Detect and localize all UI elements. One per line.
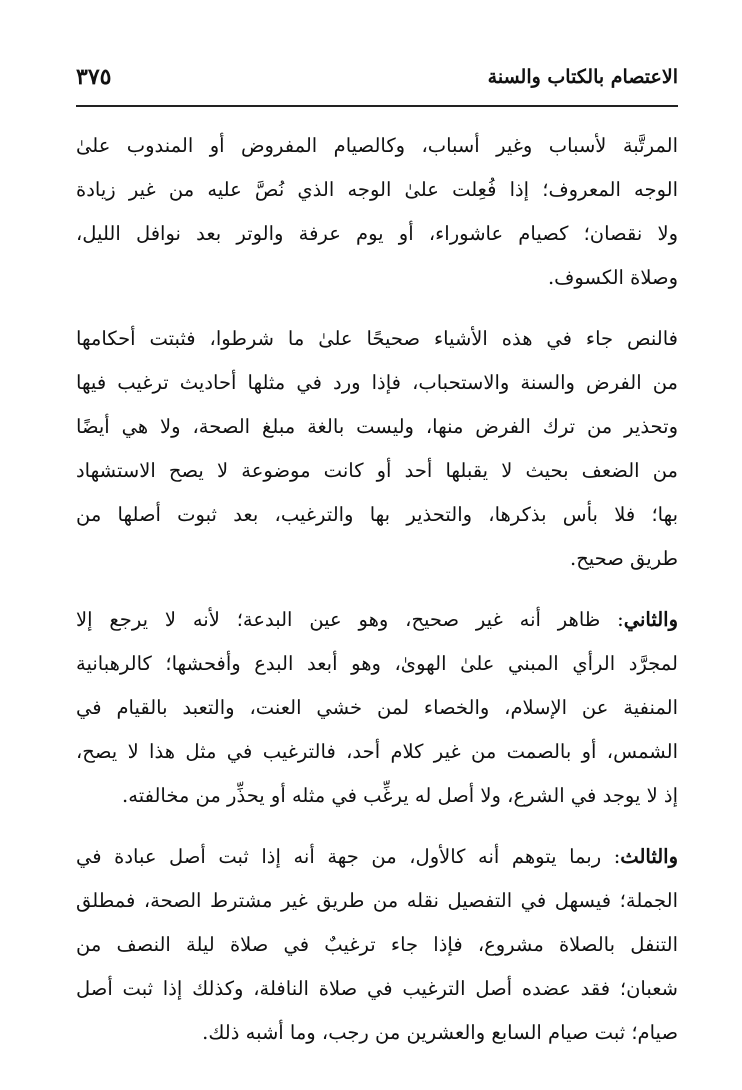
text-line: الوجه المعروف؛ إذا فُعِلت علىٰ الوجه الذي نُصَّ عليه من غير زيادة	[76, 178, 678, 201]
text-line: شعبان؛ فقد عضده أصل الترغيب في صلاة النافلة، وكذلك إذا ثبت أصل	[76, 977, 678, 1000]
text-line	[76, 598, 678, 642]
text-line: المرتَّبة لأسباب وغير أسباب، وكالصيام المفروض أو المندوب علىٰ	[76, 134, 678, 157]
text-line: من الفرض والسنة والاستحباب، فإذا ورد في مثلها أحاديث ترغيب فيها	[76, 371, 678, 394]
paragraph	[76, 835, 678, 1055]
text-run: : ربما يتوهم أنه كالأول، من جهة أنه إذا ثبت أصل عبادة في	[76, 845, 621, 868]
text-line: فالنص جاء في هذه الأشياء صحيحًا علىٰ ما شرطوا، فثبتت أحكامها	[76, 327, 678, 350]
text-line: من الضعف بحيث لا يقبلها أحد أو كانت موضوعة لا يصح الاستشهاد	[76, 459, 678, 482]
text-line: الجملة؛ فيسهل في التفصيل نقله من طريق غير مشترط الصحة، فمطلق	[76, 889, 678, 912]
text-run: : ظاهر أنه غير صحيح، وهو عين البدعة؛ لأنه لا يرجع إلا	[76, 608, 624, 631]
text-line	[76, 835, 678, 879]
text-line: ولا نقصان؛ كصيام عاشوراء، أو يوم عرفة والوتر بعد نوافل الليل،	[76, 222, 678, 245]
paragraph	[76, 124, 678, 300]
paragraph-lead: والثالث	[620, 845, 678, 868]
running-title: الاعتصام بالكتاب والسنة	[487, 66, 678, 88]
paragraph	[76, 317, 678, 581]
paragraph-gap	[76, 300, 678, 317]
paragraph-lead: والثاني	[623, 608, 678, 631]
page-number: ٣٧٥	[76, 64, 112, 90]
text-line: بها؛ فلا بأس بذكرها، والتحذير بها والترغيب، بعد ثبوت أصلها من	[76, 503, 678, 526]
paragraph-gap	[76, 818, 678, 835]
text-line: لمجرَّد الرأي المبني علىٰ الهوىٰ، وهو أبعد البدع وأفحشها؛ كالرهبانية	[76, 652, 678, 675]
body-text	[76, 124, 678, 1055]
text-line: وصلاة الكسوف.	[547, 266, 678, 289]
header-divider	[76, 105, 678, 107]
text-line: إذ لا يوجد في الشرع، ولا أصل له يرغِّب في مثله أو يحذِّر من مخالفته.	[122, 784, 678, 807]
running-header	[76, 60, 678, 100]
paragraph	[76, 598, 678, 818]
text-line: صيام؛ ثبت صيام السابع والعشرين من رجب، وما أشبه ذلك.	[202, 1021, 678, 1044]
text-line: التنفل بالصلاة مشروع، فإذا جاء ترغيبٌ في صلاة ليلة النصف من	[76, 933, 678, 956]
paragraph-gap	[76, 581, 678, 598]
text-line: طريق صحيح.	[570, 547, 678, 570]
text-line: الشمس، أو بالصمت من غير كلام أحد، فالترغيب في مثل هذا لا يصح،	[76, 740, 678, 763]
text-line: المنفية عن الإسلام، والخصاء لمن خشي العنت، والتعبد بالقيام في	[76, 696, 678, 719]
text-line: وتحذير من ترك الفرض منها، وليست بالغة مبلغ الصحة، ولا هي أيضًا	[76, 415, 678, 438]
